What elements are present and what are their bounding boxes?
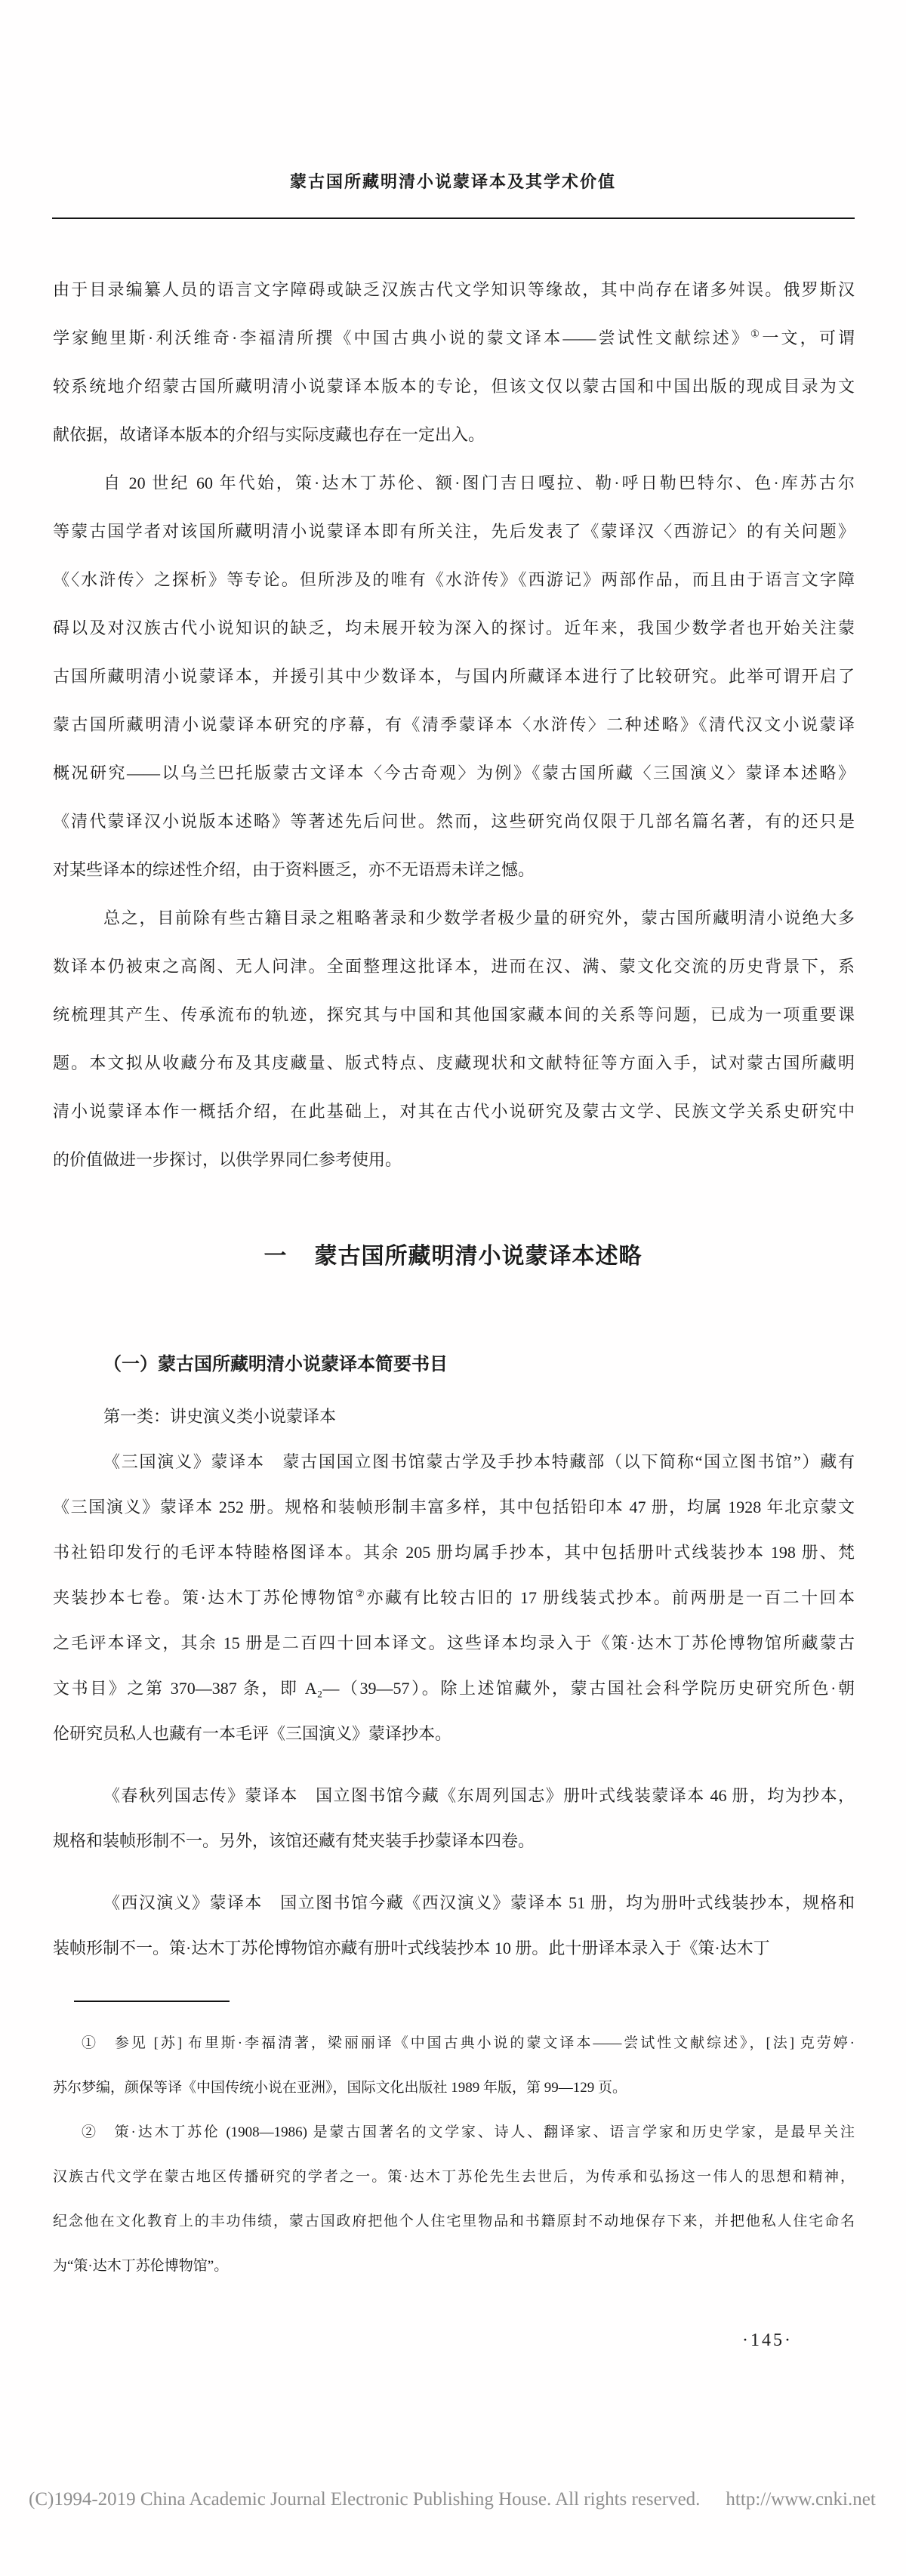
subsection-title: （一）蒙古国所藏明清小说蒙译本简要书目 xyxy=(103,1354,448,1374)
text-line: 清小说蒙译本作一概括介绍，在此基础上，对其在古代小说研究及蒙古文学、民族文学关系史研究中 xyxy=(53,1102,855,1121)
paragraph xyxy=(53,1880,855,1971)
text-line: 汉族古代文学在蒙古地区传播研究的学者之一。策·达木丁苏伦先生去世后，为传承和弘扬这一伟人的思想和精神， xyxy=(53,2169,855,2185)
text-line: 文书目》之第 370—387 条，即 A₂—（39—57）。除上述馆藏外，蒙古国社会科学院历史研究所色·朝 xyxy=(53,1679,855,1698)
text-line: 书社铅印发行的毛评本特睦格图译本。其余 205 册均属手抄本，其中包括册叶式线装抄本 198 册、梵 xyxy=(53,1543,855,1562)
text-line: 纪念他在文化教育上的丰功伟绩，蒙古国政府把他个人住宅里物品和书籍原封不动地保存下来，并把他私人住宅命名 xyxy=(53,2214,855,2229)
text-line: 献依据，故诸译本版本的介绍与实际庋藏也存在一定出入。 xyxy=(53,425,485,444)
text-line: 为“策·达木丁苏伦博物馆”。 xyxy=(53,2258,229,2274)
text-line: 对某些译本的综述性介绍，由于资料匮乏，亦不无语焉未详之憾。 xyxy=(53,860,535,879)
text-line: 题。本文拟从收藏分布及其庋藏量、版式特点、庋藏现状和文献特征等方面入手，试对蒙古国所藏明 xyxy=(53,1054,855,1072)
paragraph xyxy=(53,266,855,459)
text-line: 《三国演义》蒙译本 蒙古国国立图书馆蒙古学及手抄本特藏部（以下简称“国立图书馆”）藏有 xyxy=(103,1452,855,1471)
cnki-url: http://www.cnki.net xyxy=(726,2489,876,2510)
running-title: 蒙古国所藏明清小说蒙译本及其学术价值 xyxy=(289,172,616,191)
intro-text-block xyxy=(53,266,855,1184)
paragraph xyxy=(53,2021,855,2110)
paragraph xyxy=(53,1394,855,1439)
text-line: 规格和装帧形制不一。另外，该馆还藏有梵夹装手抄蒙译本四卷。 xyxy=(53,1831,535,1850)
text-line: 总之，目前除有些古籍目录之粗略著录和少数学者极少量的研究外，蒙古国所藏明清小说绝大多 xyxy=(103,909,855,927)
paragraph xyxy=(53,459,855,894)
text-line: 第一类：讲史演义类小说蒙译本 xyxy=(103,1407,337,1426)
paragraph xyxy=(53,1773,855,1864)
section-number: 一 xyxy=(263,1244,288,1269)
paragraph xyxy=(53,1439,855,1757)
section-title: 蒙古国所藏明清小说蒙译本述略 xyxy=(314,1244,643,1269)
text-line: 碍以及对汉族古代小说知识的缺乏，均未展开较为深入的探讨。近年来，我国少数学者也开始关注蒙 xyxy=(53,619,855,637)
text-line: 由于目录编纂人员的语言文字障碍或缺乏汉族古代文学知识等缘故，其中尚存在诸多舛误。俄罗斯汉 xyxy=(53,280,855,299)
subsection-heading xyxy=(53,1349,855,1375)
section-heading xyxy=(0,1237,906,1270)
header-rule xyxy=(52,217,855,219)
text-line: 古国所藏明清小说蒙译本，并援引其中少数译本，与国内所藏译本进行了比较研究。此举可谓开启了 xyxy=(53,667,855,686)
copyright-text: (C)1994-2019 China Academic Journal Electronic Publishing House. All rights reserved. xyxy=(29,2489,701,2510)
text-line: 统梳理其产生、传承流布的轨迹，探究其与中国和其他国家藏本间的关系等问题，已成为一项重要课 xyxy=(53,1005,855,1024)
text-line: ② 策·达木丁苏伦 (1908—1986) 是蒙古国著名的文学家、诗人、翻译家、语言学家和历史学家，是最早关注 xyxy=(82,2124,855,2140)
text-line: 之毛评本译文，其余 15 册是二百四十回本译文。这些译本均录入于《策·达木丁苏伦博物馆所藏蒙古 xyxy=(53,1634,855,1652)
text-line: 《西汉演义》蒙译本 国立图书馆今藏《西汉演义》蒙译本 51 册，均为册叶式线装抄本，规格和 xyxy=(103,1893,855,1912)
text-line: 学家鲍里斯·利沃维奇·李福清所撰《中国古典小说的蒙文译本——尝试性文献综述》①一文，可谓 xyxy=(53,328,855,347)
text-line: 《三国演义》蒙译本 252 册。规格和装帧形制丰富多样，其中包括铅印本 47 册，均属 1928 年北京蒙文 xyxy=(53,1498,855,1516)
text-line: 伦研究员私人也藏有一本毛评《三国演义》蒙译抄本。 xyxy=(53,1724,452,1743)
cnki-watermark xyxy=(29,2489,889,2510)
text-line: 的价值做进一步探讨，以供学界同仁参考使用。 xyxy=(53,1150,402,1169)
text-line: ① 参见 [苏] 布里斯·李福清著，梁丽丽译《中国古典小说的蒙文译本——尝试性文献综述》，[法] 克劳婷· xyxy=(82,2035,855,2051)
text-line: 蒙古国所藏明清小说蒙译本研究的序幕，有《清季蒙译本〈水浒传〉二种述略》《清代汉文小说蒙译 xyxy=(53,715,855,734)
paragraph xyxy=(53,894,855,1184)
text-line: 自 20 世纪 60 年代始，策·达木丁苏伦、额·图门吉日嘎拉、勒·呼日勒巴特尔、色·库苏古尔 xyxy=(103,474,855,492)
booklist-text-block xyxy=(53,1394,855,1971)
text-line: 《清代蒙译汉小说版本述略》等著述先后问世。然而，这些研究尚仅限于几部名篇名著，有的还只是 xyxy=(53,812,855,831)
paragraph xyxy=(53,2110,855,2288)
text-line: 《春秋列国志传》蒙译本 国立图书馆今藏《东周列国志》册叶式线装蒙译本 46 册，均为抄本， xyxy=(103,1786,855,1805)
page-number: ·145· xyxy=(742,2331,793,2350)
text-line: 装帧形制不一。策·达木丁苏伦博物馆亦藏有册叶式线装抄本 10 册。此十册译本录入于《策·达木丁 xyxy=(53,1939,770,1957)
footnote-separator xyxy=(74,2001,230,2002)
text-line: 较系统地介绍蒙古国所藏明清小说蒙译本版本的专论，但该文仅以蒙古国和中国出版的现成目录为文 xyxy=(53,377,855,396)
text-line: 等蒙古国学者对该国所藏明清小说蒙译本即有所关注，先后发表了《蒙译汉〈西游记〉的有关问题》 xyxy=(53,522,855,541)
text-line: 夹装抄本七卷。策·达木丁苏伦博物馆②亦藏有比较古旧的 17 册线装式抄本。前两册是一百二十回本 xyxy=(53,1587,855,1607)
text-line: 概况研究——以乌兰巴托版蒙古文译本〈今古奇观〉为例》《蒙古国所藏〈三国演义〉蒙译本述略》 xyxy=(53,764,855,782)
text-line: 《〈水浒传〉之探析》等专论。但所涉及的唯有《水浒传》《西游记》两部作品，而且由于语言文字障 xyxy=(53,570,855,589)
text-line: 数译本仍被束之高阁、无人问津。全面整理这批译本，进而在汉、满、蒙文化交流的历史背景下，系 xyxy=(53,957,855,976)
footnotes-block xyxy=(53,2021,855,2288)
text-line: 苏尔梦编，颜保等译《中国传统小说在亚洲》，国际文化出版社 1989 年版，第 99—129 页。 xyxy=(53,2080,627,2096)
